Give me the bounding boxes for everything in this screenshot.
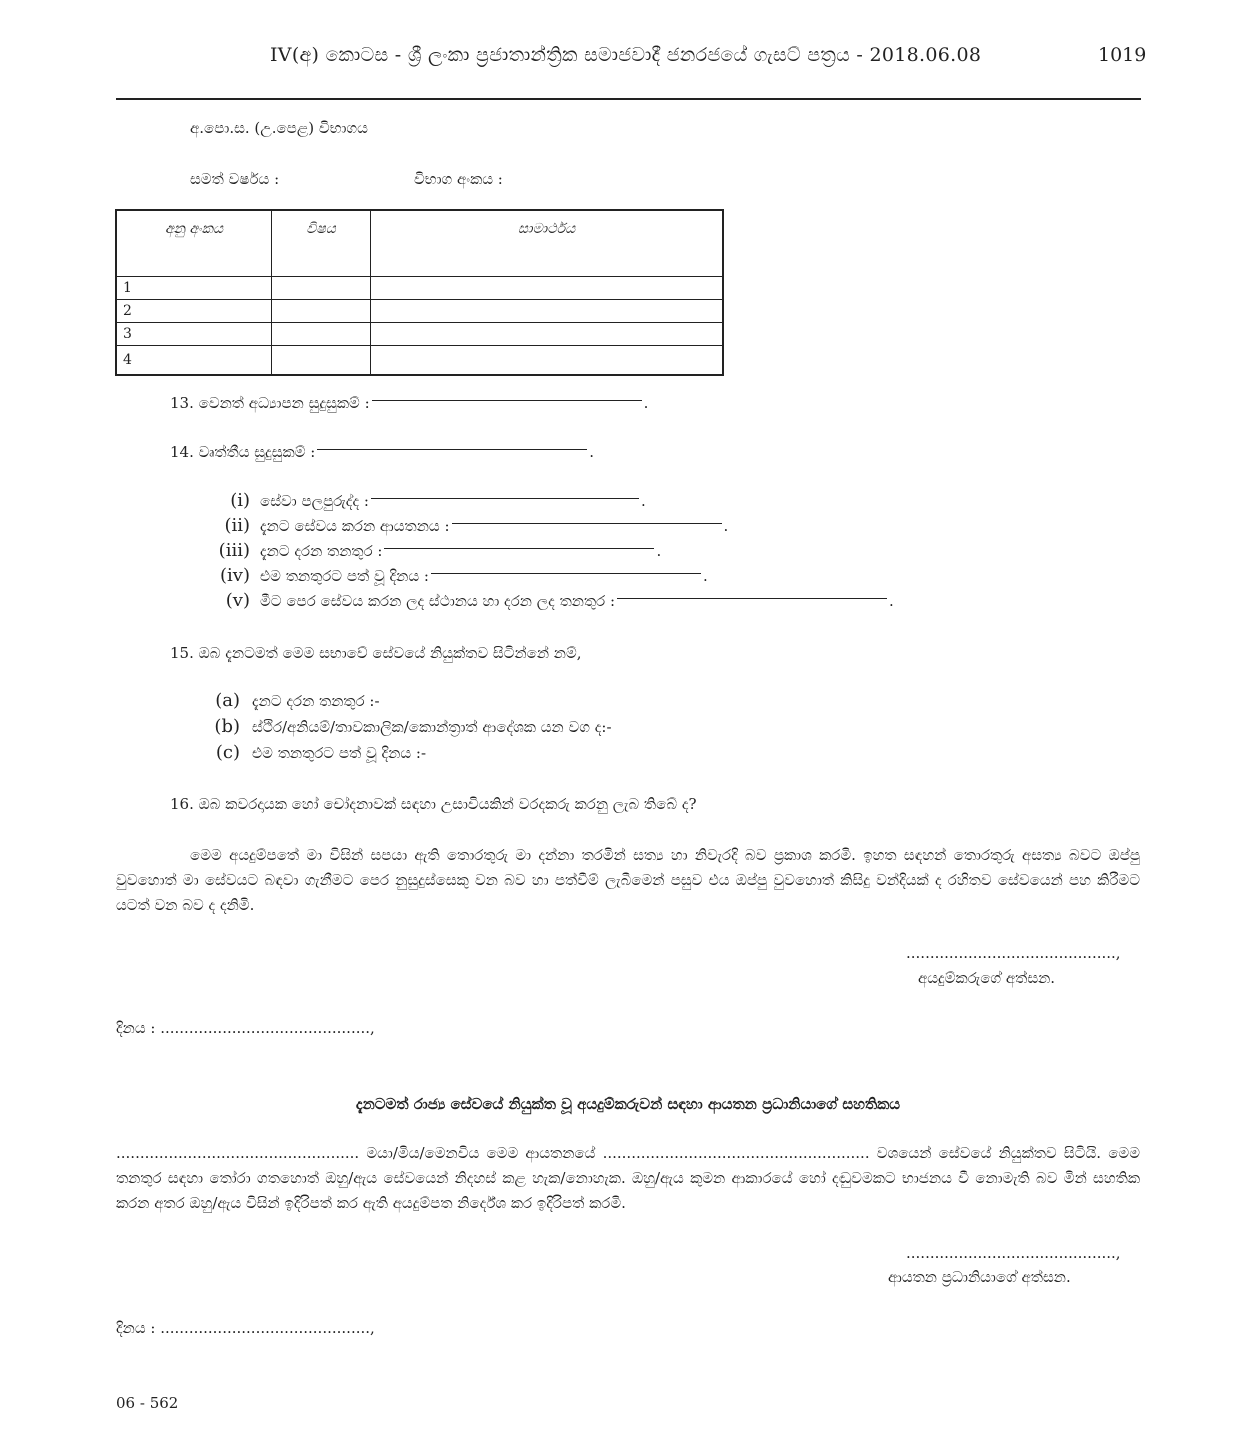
question-14-v-number: (v) <box>225 590 250 611</box>
question-14-label: 14. වෘත්තීය සුදුසුකම් : <box>170 443 316 461</box>
question-15-c-number: (c) <box>215 742 240 763</box>
subject-cell[interactable] <box>272 346 371 376</box>
applicant-signature-label: අයදුම්කරුගේ අත්සන. <box>918 969 1056 987</box>
question-14-iv-label: එම තනතුරට පත් වූ දිනය : <box>260 567 429 585</box>
header-divider <box>116 98 1141 100</box>
gazette-header-title: IV(අ) කොටස - ශ්‍රී ලංකා ප්‍රජාතාන්ත්‍රික සමාජවාදී ජනරජයේ ගැසට් පත්‍රය - 2018.06.08 <box>270 44 982 66</box>
head-signature-line[interactable]: ............................................, <box>906 1244 1121 1262</box>
year-passed-label: සමත් වර්ෂය : <box>190 170 280 188</box>
question-14-i-number: (i) <box>230 490 250 511</box>
question-14-iv-answer-line[interactable] <box>431 573 701 574</box>
question-14-i <box>204 490 646 511</box>
question-13-answer-line[interactable] <box>372 400 642 401</box>
results-table <box>115 209 724 376</box>
question-14-ii-answer-line[interactable] <box>452 523 722 524</box>
question-14-ii <box>204 515 728 536</box>
question-14-iv <box>204 565 708 586</box>
question-14-iii-label: දැනට දරන තනතුර : <box>260 542 383 560</box>
question-16-label: 16. ඔබ කවරදායක හෝ චෝදනාවක් සඳහා උසාවියකින් වරදකරු කරනු ලැබ තිබේ ද? <box>170 795 697 813</box>
question-15-a-number: (a) <box>215 690 240 711</box>
grade-cell[interactable] <box>371 323 724 346</box>
exam-heading: අ.පො.ස. (උ.පෙළ) විභාගය <box>190 119 368 137</box>
question-14-v-answer-line[interactable] <box>617 598 887 599</box>
question-14-iii <box>204 540 661 561</box>
question-13 <box>170 394 648 412</box>
head-date-field[interactable]: දිනය : ............................................, <box>116 1319 375 1337</box>
col-header-serial: අනු අංකය <box>116 210 272 277</box>
col-header-subject: විෂය <box>272 210 371 277</box>
question-14-iii-answer-line[interactable] <box>384 548 654 549</box>
applicant-signature-line[interactable]: ............................................, <box>906 944 1121 962</box>
question-14-ii-label: දැනට සේවය කරන ආයතනය : <box>260 517 450 535</box>
subject-cell[interactable] <box>272 277 371 300</box>
line-end-dot: . <box>702 567 708 585</box>
line-end-dot: . <box>889 592 894 610</box>
question-15-b <box>204 716 612 737</box>
declaration-text: මෙම අයදුම්පතේ මා විසින් සපයා ඇති තොරතුරු මා දන්නා තරමින් සත්‍ය හා නිවැරදි බව ප්‍රකාශ කරමි. ඉහත සඳහන් තොරතුරු අසත්‍ය බවට ඔප්පු වුවහොත් මා සේවයට බඳවා ගැනීමට පෙර නුසුදුස්සෙකු වන බව හා පත්වීම් ලැබීමෙන් පසුව එය ඔප්පු වුවහොත් කිසිදු වන්දියක් ද රහිතව සේවයෙන් පහ කිරීමට යටත් වන බව ද දනිමි. <box>116 846 1140 914</box>
certificate-text: ................................................... මයා/මිය/මෙනවිය මෙම ආයතනයේ ........................................................ වශයෙන් සේවයේ නියුක්තව සිටියි. මෙම තනතුර සඳහා තෝරා ගතහොත් ඔහු/ඇය සේවයෙන් නිදහස් කළ හැක/නොහැක. ඔහු/ඇය කුමන ආකාරයේ හෝ දඬුවමකට භාජනය වී නොමැති බව මින් සහතික කරන අතර ඔහු/ඇය විසින් ඉදිරිපත් කර ඇති අයදුම්පත නිර්දේශ කර ඉදිරිපත් කරමි. <box>116 1144 1140 1212</box>
subject-cell[interactable] <box>272 323 371 346</box>
line-end-dot: . <box>589 443 595 461</box>
question-14-v-label: මීට පෙර සේවය කරන ලද ස්ථානය හා දරන ලද තනතුර : <box>260 592 616 610</box>
table-row <box>116 300 723 323</box>
question-15-a-label: දැනට දරන තනතුර :- <box>252 692 380 710</box>
table-row <box>116 323 723 346</box>
question-14-ii-number: (ii) <box>224 515 250 536</box>
grade-cell[interactable] <box>371 300 724 323</box>
applicant-date-field[interactable]: දිනය : ............................................, <box>116 1019 375 1037</box>
row-number: 4 <box>116 346 272 376</box>
question-14-v <box>204 590 894 611</box>
row-number: 3 <box>116 323 272 346</box>
question-15-b-number: (b) <box>214 716 240 737</box>
page-number: 1019 <box>1098 44 1147 66</box>
exam-index-label: විභාග අංකය : <box>414 170 503 188</box>
question-14-answer-line[interactable] <box>317 449 587 450</box>
head-signature-label: ආයතන ප්‍රධානියාගේ අත්සන. <box>888 1268 1071 1286</box>
footer-code: 06 - 562 <box>116 1394 179 1412</box>
question-14 <box>170 443 594 461</box>
question-15-a <box>204 690 380 711</box>
question-15-c <box>204 742 426 763</box>
certificate-title: දැනටමත් රාජ්‍ය සේවයේ නියුක්ත වූ අයදුම්කරුවන් සඳහා ආයතන ප්‍රධානියාගේ සහතිකය <box>355 1095 901 1113</box>
col-header-grade: සාමාර්ථය <box>371 210 724 277</box>
grade-cell[interactable] <box>371 277 724 300</box>
line-end-dot: . <box>643 394 649 412</box>
question-15-c-label: එම තනතුරට පත් වූ දිනය :- <box>252 744 427 762</box>
table-row <box>116 277 723 300</box>
line-end-dot: . <box>723 517 729 535</box>
results-table-header <box>116 210 723 277</box>
row-number: 2 <box>116 300 272 323</box>
line-end-dot: . <box>640 492 646 510</box>
declaration-paragraph <box>116 843 1140 918</box>
subject-cell[interactable] <box>272 300 371 323</box>
question-14-i-label: සේවා පලපුරුද්ද : <box>260 492 369 510</box>
line-end-dot: . <box>656 542 662 560</box>
certificate-paragraph <box>116 1141 1140 1216</box>
grade-cell[interactable] <box>371 346 724 376</box>
question-14-iv-number: (iv) <box>220 565 250 586</box>
question-14-iii-number: (iii) <box>218 540 250 561</box>
row-number: 1 <box>116 277 272 300</box>
question-15-b-label: ස්ථිර/අනියම්/තාවකාලික/කොන්ත්‍රාත් ආදේශක යන වග ද:- <box>252 718 612 736</box>
question-14-i-answer-line[interactable] <box>371 498 639 499</box>
table-row <box>116 346 723 376</box>
question-15-label: 15. ඔබ දැනටමත් මෙම සභාවේ සේවයේ නියුක්තව සිටින්නේ නම්, <box>170 644 582 662</box>
question-13-label: 13. වෙනත් අධ්‍යාපන සුදුසුකම් : <box>170 394 370 412</box>
